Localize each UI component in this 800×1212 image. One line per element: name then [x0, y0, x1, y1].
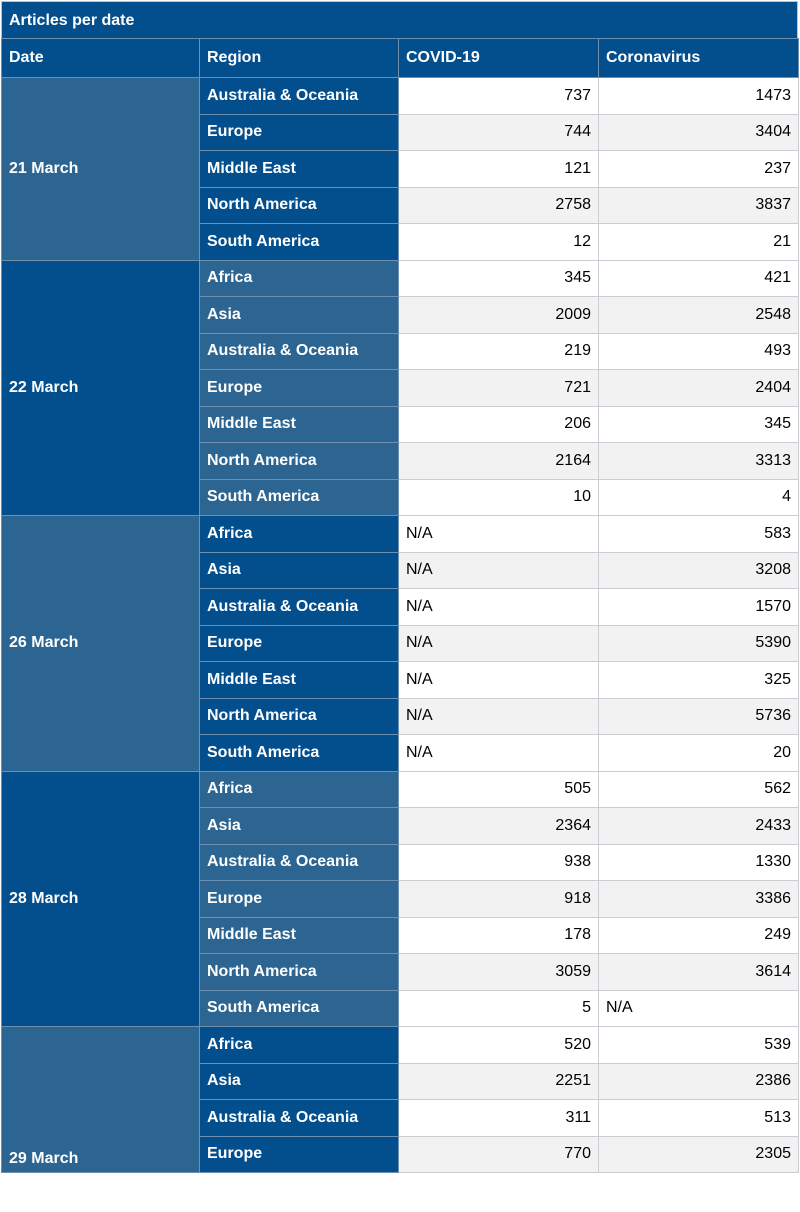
- covid19-count-cell: 2009: [399, 297, 599, 334]
- coronavirus-count-cell: 3837: [599, 187, 799, 224]
- coronavirus-count-cell: 562: [599, 771, 799, 808]
- coronavirus-count-cell: 325: [599, 662, 799, 699]
- region-cell: Middle East: [200, 917, 399, 954]
- table-row: [2, 771, 799, 808]
- region-cell: Asia: [200, 297, 399, 334]
- region-cell: Africa: [200, 771, 399, 808]
- coronavirus-count-cell: 345: [599, 406, 799, 443]
- coronavirus-count-cell: 3386: [599, 881, 799, 918]
- covid19-count-cell: N/A: [399, 698, 599, 735]
- table-body: [2, 78, 799, 1173]
- coronavirus-count-cell: 5390: [599, 625, 799, 662]
- coronavirus-count-cell: 3313: [599, 443, 799, 480]
- region-cell: Europe: [200, 114, 399, 151]
- covid19-count-cell: 744: [399, 114, 599, 151]
- region-cell: South America: [200, 224, 399, 261]
- region-cell: Asia: [200, 1063, 399, 1100]
- date-cell: 22 March: [2, 260, 200, 516]
- covid19-count-cell: 311: [399, 1100, 599, 1137]
- header-covid19[interactable]: COVID-19: [399, 39, 599, 78]
- region-cell: Middle East: [200, 406, 399, 443]
- coronavirus-count-cell: 583: [599, 516, 799, 553]
- coronavirus-count-cell: 1570: [599, 589, 799, 626]
- covid19-count-cell: 178: [399, 917, 599, 954]
- covid19-count-cell: N/A: [399, 552, 599, 589]
- coronavirus-count-cell: 513: [599, 1100, 799, 1137]
- header-row: [2, 39, 799, 78]
- region-cell: Australia & Oceania: [200, 1100, 399, 1137]
- region-cell: North America: [200, 443, 399, 480]
- covid19-count-cell: 938: [399, 844, 599, 881]
- table-row: [2, 516, 799, 553]
- coronavirus-count-cell: 21: [599, 224, 799, 261]
- date-cell: 21 March: [2, 78, 200, 261]
- covid19-count-cell: 345: [399, 260, 599, 297]
- region-cell: South America: [200, 990, 399, 1027]
- region-cell: Middle East: [200, 151, 399, 188]
- region-cell: North America: [200, 954, 399, 991]
- covid19-count-cell: N/A: [399, 516, 599, 553]
- covid19-count-cell: 918: [399, 881, 599, 918]
- covid19-count-cell: 520: [399, 1027, 599, 1064]
- coronavirus-count-cell: 2386: [599, 1063, 799, 1100]
- coronavirus-count-cell: 1330: [599, 844, 799, 881]
- covid19-count-cell: 721: [399, 370, 599, 407]
- covid19-count-cell: 2164: [399, 443, 599, 480]
- region-cell: Australia & Oceania: [200, 78, 399, 115]
- date-cell: 29 March: [2, 1027, 200, 1173]
- region-cell: Europe: [200, 1136, 399, 1173]
- coronavirus-count-cell: 3404: [599, 114, 799, 151]
- covid19-count-cell: N/A: [399, 662, 599, 699]
- covid19-count-cell: 2758: [399, 187, 599, 224]
- region-cell: Australia & Oceania: [200, 844, 399, 881]
- covid19-count-cell: 2251: [399, 1063, 599, 1100]
- table-caption: Articles per date: [1, 1, 798, 38]
- region-cell: Asia: [200, 552, 399, 589]
- region-cell: Africa: [200, 516, 399, 553]
- region-cell: North America: [200, 698, 399, 735]
- articles-table: [1, 38, 799, 1173]
- covid19-count-cell: 206: [399, 406, 599, 443]
- coronavirus-count-cell: 421: [599, 260, 799, 297]
- covid19-count-cell: 2364: [399, 808, 599, 845]
- coronavirus-count-cell: 5736: [599, 698, 799, 735]
- coronavirus-count-cell: 4: [599, 479, 799, 516]
- region-cell: Middle East: [200, 662, 399, 699]
- coronavirus-count-cell: 3208: [599, 552, 799, 589]
- coronavirus-count-cell: 2404: [599, 370, 799, 407]
- region-cell: Australia & Oceania: [200, 333, 399, 370]
- covid19-count-cell: N/A: [399, 589, 599, 626]
- table-row: [2, 1027, 799, 1064]
- covid19-count-cell: 10: [399, 479, 599, 516]
- header-region[interactable]: Region: [200, 39, 399, 78]
- covid19-count-cell: N/A: [399, 735, 599, 772]
- region-cell: Europe: [200, 625, 399, 662]
- region-cell: South America: [200, 479, 399, 516]
- covid19-count-cell: 3059: [399, 954, 599, 991]
- header-date[interactable]: Date: [2, 39, 200, 78]
- date-cell: 28 March: [2, 771, 200, 1027]
- covid19-count-cell: N/A: [399, 625, 599, 662]
- table-row: [2, 78, 799, 115]
- region-cell: South America: [200, 735, 399, 772]
- coronavirus-count-cell: 20: [599, 735, 799, 772]
- region-cell: Europe: [200, 370, 399, 407]
- region-cell: Australia & Oceania: [200, 589, 399, 626]
- region-cell: Europe: [200, 881, 399, 918]
- covid19-count-cell: 121: [399, 151, 599, 188]
- articles-table-container: [1, 1, 798, 1173]
- coronavirus-count-cell: 237: [599, 151, 799, 188]
- region-cell: Africa: [200, 1027, 399, 1064]
- date-cell: 26 March: [2, 516, 200, 772]
- covid19-count-cell: 219: [399, 333, 599, 370]
- coronavirus-count-cell: N/A: [599, 990, 799, 1027]
- covid19-count-cell: 5: [399, 990, 599, 1027]
- coronavirus-count-cell: 493: [599, 333, 799, 370]
- coronavirus-count-cell: 249: [599, 917, 799, 954]
- coronavirus-count-cell: 539: [599, 1027, 799, 1064]
- covid19-count-cell: 737: [399, 78, 599, 115]
- coronavirus-count-cell: 3614: [599, 954, 799, 991]
- coronavirus-count-cell: 2433: [599, 808, 799, 845]
- coronavirus-count-cell: 1473: [599, 78, 799, 115]
- covid19-count-cell: 770: [399, 1136, 599, 1173]
- coronavirus-count-cell: 2305: [599, 1136, 799, 1173]
- coronavirus-count-cell: 2548: [599, 297, 799, 334]
- region-cell: Asia: [200, 808, 399, 845]
- table-row: [2, 260, 799, 297]
- covid19-count-cell: 505: [399, 771, 599, 808]
- region-cell: Africa: [200, 260, 399, 297]
- covid19-count-cell: 12: [399, 224, 599, 261]
- header-coronavirus[interactable]: Coronavirus: [599, 39, 799, 78]
- region-cell: North America: [200, 187, 399, 224]
